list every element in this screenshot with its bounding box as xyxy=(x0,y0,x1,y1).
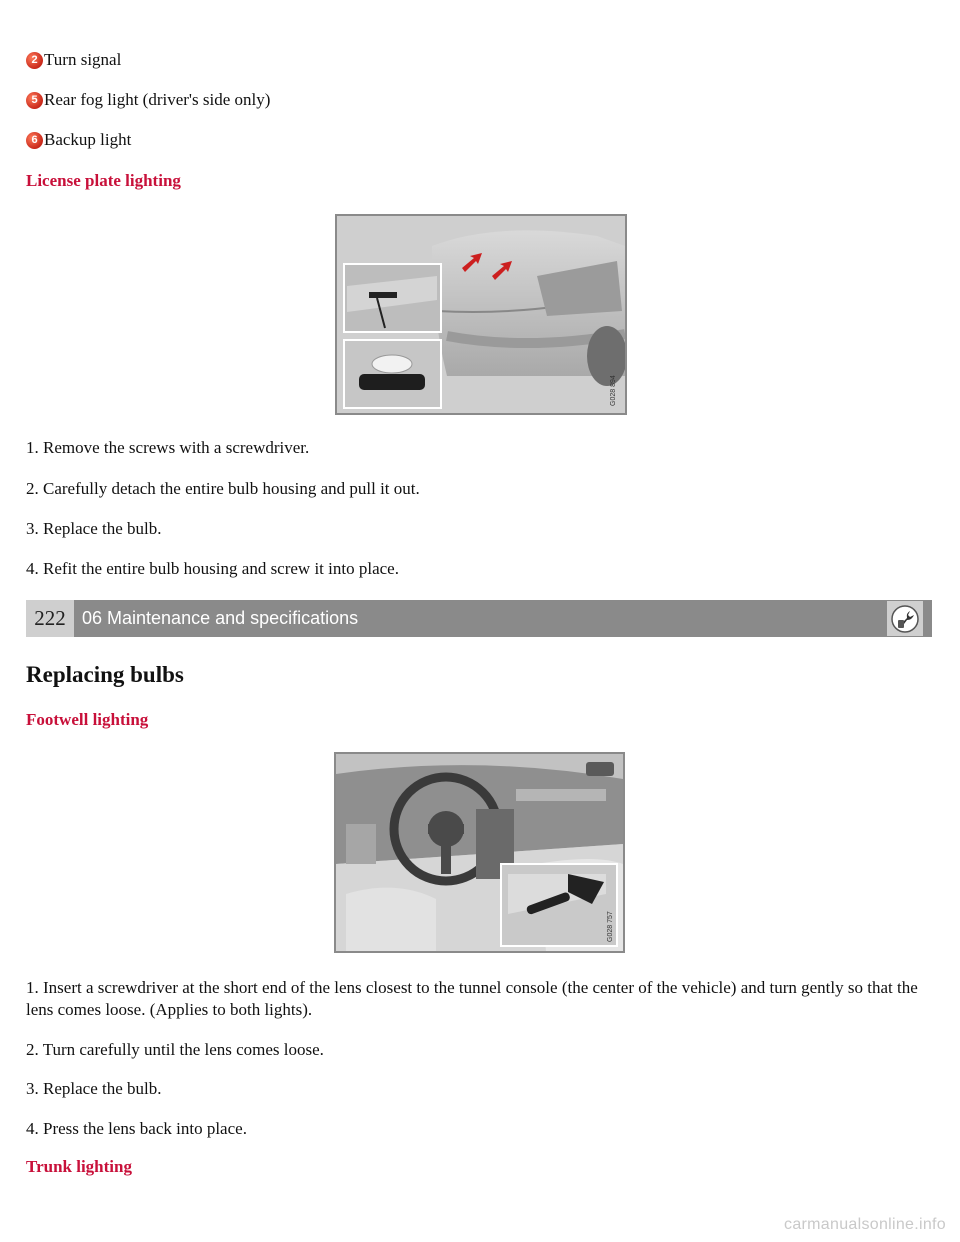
wrench-icon xyxy=(887,601,923,636)
watermark: carmanualsonline.info xyxy=(784,1216,946,1233)
legend-label: Turn signal xyxy=(44,50,122,69)
footwell-heading: Footwell lighting xyxy=(26,710,149,729)
legend-label: Backup light xyxy=(44,130,132,149)
legend-item-rear-fog-light xyxy=(26,88,270,112)
license-plate-step-2: 2. Carefully detach the entire bulb housing and pull it out. xyxy=(26,479,420,498)
legend-item-turn-signal xyxy=(26,48,121,72)
section-header-bar xyxy=(26,600,932,637)
license-plate-step-3: 3. Replace the bulb. xyxy=(26,519,162,538)
legend-item-backup-light xyxy=(26,128,131,152)
license-plate-step-1: 1. Remove the screws with a screwdriver. xyxy=(26,438,310,457)
footwell-figure-code: G028 757 xyxy=(607,911,614,942)
footwell-step-4: 4. Press the lens back into place. xyxy=(26,1119,247,1138)
page-number: 222 xyxy=(26,600,74,637)
license-plate-heading: License plate lighting xyxy=(26,171,181,190)
legend-label: Rear fog light (driver's side only) xyxy=(44,90,271,109)
footwell-step-2: 2. Turn carefully until the lens comes loose. xyxy=(26,1040,324,1059)
section-title: 06 Maintenance and specifications xyxy=(82,608,359,628)
footwell-figure xyxy=(334,752,625,953)
license-plate-figure-code: G028 894 xyxy=(610,375,617,406)
number-badge: 5 xyxy=(26,92,43,109)
license-plate-step-4: 4. Refit the entire bulb housing and screw it into place. xyxy=(26,559,399,578)
trunk-heading: Trunk lighting xyxy=(26,1157,132,1176)
footwell-step-1: 1. Insert a screwdriver at the short end of the lens closest to the tunnel console (the center of the vehicle) and turn gently so that the lens comes loose. (Applies to both lights). xyxy=(26,978,918,1019)
number-badge: 2 xyxy=(26,52,43,69)
number-badge: 6 xyxy=(26,132,43,149)
page-title: Replacing bulbs xyxy=(26,662,184,687)
footwell-step-3: 3. Replace the bulb. xyxy=(26,1079,162,1098)
license-plate-figure xyxy=(335,214,627,415)
